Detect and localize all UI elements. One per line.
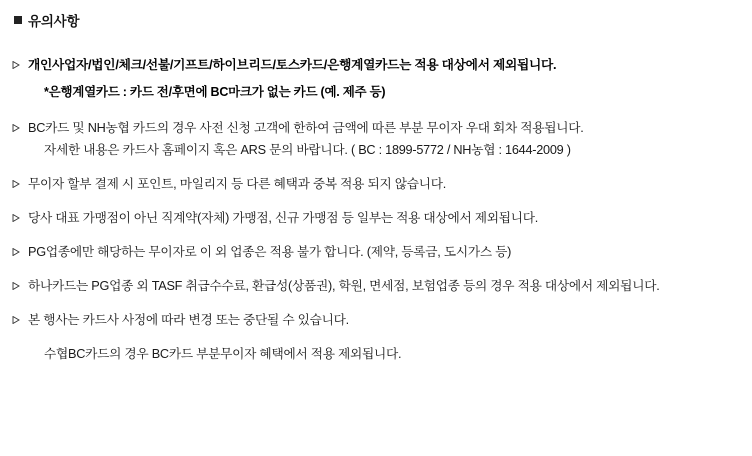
notice-list: [12, 56, 740, 364]
page-title: 유의사항: [28, 14, 80, 29]
notice-item: [12, 277, 740, 296]
notice-item: [12, 345, 740, 364]
notice-text: 무이자 할부 결제 시 포인트, 마일리지 등 다른 혜택과 중복 적용 되지 않습니다.: [28, 177, 447, 191]
notice-item: [12, 119, 740, 160]
triangle-bullet-icon: [12, 56, 28, 69]
notice-text: 개인사업자/법인/체크/선불/기프트/하이브리드/토스카드/은행계열카드는 적용 대상에서 제외됩니다.: [28, 58, 557, 72]
square-bullet-icon: [14, 16, 22, 24]
notice-continuation: 자세한 내용은 카드사 홈페이지 혹은 ARS 문의 바랍니다. ( BC : 1899-5772 / NH농협 : 1644-2009 ): [44, 143, 571, 157]
triangle-bullet-icon: [12, 175, 28, 188]
triangle-bullet-icon: [12, 243, 28, 256]
notice-text: 당사 대표 가맹점이 아닌 직계약(자체) 가맹점, 신규 가맹점 등 일부는 적용 대상에서 제외됩니다.: [28, 211, 539, 225]
notice-text: BC카드 및 NH농협 카드의 경우 사전 신청 고객에 한하여 금액에 따른 부분 무이자 우대 회차 적용됩니다.: [28, 121, 584, 135]
notice-text: 하나카드는 PG업종 외 TASF 취급수수료, 환급성(상품권), 학원, 면세점, 보험업종 등의 경우 적용 대상에서 제외됩니다.: [28, 279, 660, 293]
triangle-bullet-icon: [12, 277, 28, 290]
triangle-bullet-icon: [12, 209, 28, 222]
notice-item: [12, 243, 740, 262]
notice-text: 본 행사는 카드사 사정에 따라 변경 또는 중단될 수 있습니다.: [28, 313, 349, 327]
triangle-bullet-icon: [12, 119, 28, 132]
notice-text: 수협BC카드의 경우 BC카드 부분무이자 혜택에서 적용 제외됩니다.: [44, 347, 402, 361]
notice-subline: *은행계열카드 : 카드 전/후면에 BC마크가 없는 카드 (예. 제주 등): [44, 85, 386, 99]
notice-item: [12, 209, 740, 228]
notice-header: [14, 10, 740, 30]
notice-item: [12, 175, 740, 194]
triangle-bullet-icon: [12, 311, 28, 324]
notice-item: [12, 56, 740, 102]
notice-text: PG업종에만 해당하는 무이자로 이 외 업종은 적용 불가 합니다. (제약, 등록금, 도시가스 등): [28, 245, 512, 259]
notice-item: [12, 311, 740, 330]
